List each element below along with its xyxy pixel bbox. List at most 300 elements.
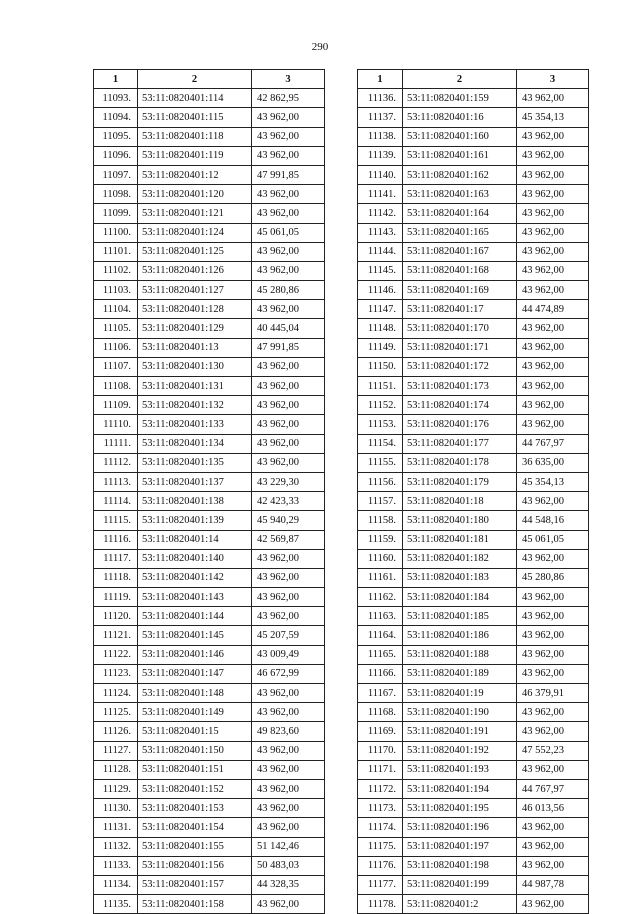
table-row (94, 549, 325, 568)
cadastral-value: 47 991,85 (252, 338, 325, 357)
cadastral-number: 53:11:0820401:194 (403, 779, 517, 798)
cadastral-value: 43 962,00 (517, 607, 589, 626)
cadastral-number: 53:11:0820401:137 (138, 472, 252, 491)
table-row (94, 396, 325, 415)
row-number: 11118. (94, 568, 138, 587)
cadastral-value: 43 962,00 (252, 357, 325, 376)
cadastral-number: 53:11:0820401:124 (138, 223, 252, 242)
table-row (358, 242, 589, 261)
cadastral-value: 43 962,00 (517, 357, 589, 376)
table-row (94, 684, 325, 703)
cadastral-number: 53:11:0820401:167 (403, 242, 517, 261)
cadastral-value: 43 962,00 (252, 818, 325, 837)
table-row (94, 281, 325, 300)
cadastral-number: 53:11:0820401:190 (403, 703, 517, 722)
row-number: 11146. (358, 281, 403, 300)
table-row (358, 511, 589, 530)
row-number: 11098. (94, 185, 138, 204)
table-row (358, 89, 589, 108)
cadastral-number: 53:11:0820401:135 (138, 453, 252, 472)
row-number: 11120. (94, 607, 138, 626)
table-row (94, 108, 325, 127)
row-number: 11115. (94, 511, 138, 530)
row-number: 11111. (94, 434, 138, 453)
row-number: 11159. (358, 530, 403, 549)
table-row (94, 856, 325, 875)
table-row (358, 127, 589, 146)
table-row (94, 165, 325, 184)
cadastral-value: 43 962,00 (252, 415, 325, 434)
cadastral-value: 47 991,85 (252, 165, 325, 184)
cadastral-value: 43 962,00 (517, 319, 589, 338)
cadastral-value: 43 962,00 (252, 261, 325, 280)
table-row (358, 204, 589, 223)
cadastral-number: 53:11:0820401:143 (138, 588, 252, 607)
table-row (358, 645, 589, 664)
cadastral-number: 53:11:0820401:128 (138, 300, 252, 319)
cadastral-value: 51 142,46 (252, 837, 325, 856)
cadastral-value: 46 672,99 (252, 664, 325, 683)
cadastral-value: 43 962,00 (517, 89, 589, 108)
table-row (358, 549, 589, 568)
cadastral-number: 53:11:0820401:115 (138, 108, 252, 127)
table-row (358, 377, 589, 396)
cadastral-value: 43 962,00 (517, 760, 589, 779)
cadastral-number: 53:11:0820401:158 (138, 895, 252, 914)
table-row (358, 453, 589, 472)
table-row (358, 722, 589, 741)
row-number: 11162. (358, 588, 403, 607)
row-number: 11093. (94, 89, 138, 108)
column-header-number: 1 (358, 70, 403, 89)
row-number: 11136. (358, 89, 403, 108)
row-number: 11110. (94, 415, 138, 434)
cadastral-value: 45 354,13 (517, 472, 589, 491)
cadastral-number: 53:11:0820401:139 (138, 511, 252, 530)
table-row (94, 837, 325, 856)
table-row (94, 319, 325, 338)
cadastral-value: 45 940,29 (252, 511, 325, 530)
cadastral-value: 45 354,13 (517, 108, 589, 127)
cadastral-value: 43 962,00 (517, 127, 589, 146)
cadastral-number: 53:11:0820401:160 (403, 127, 517, 146)
cadastral-number: 53:11:0820401:151 (138, 760, 252, 779)
cadastral-value: 44 328,35 (252, 875, 325, 894)
cadastral-value: 43 962,00 (517, 664, 589, 683)
table-header-row (358, 70, 589, 89)
table-row (358, 568, 589, 587)
page-number: 290 (311, 41, 329, 53)
table-row (94, 242, 325, 261)
cadastral-number: 53:11:0820401:154 (138, 818, 252, 837)
cadastral-value: 43 962,00 (517, 895, 589, 914)
cadastral-value: 43 962,00 (252, 300, 325, 319)
cadastral-value: 43 962,00 (517, 818, 589, 837)
row-number: 11154. (358, 434, 403, 453)
cadastral-number: 53:11:0820401:159 (403, 89, 517, 108)
cadastral-number: 53:11:0820401:148 (138, 684, 252, 703)
table-row (358, 684, 589, 703)
cadastral-number: 53:11:0820401:177 (403, 434, 517, 453)
cadastral-number: 53:11:0820401:144 (138, 607, 252, 626)
table-row (358, 799, 589, 818)
table-row (358, 875, 589, 894)
row-number: 11107. (94, 357, 138, 376)
row-number: 11106. (94, 338, 138, 357)
cadastral-value: 43 962,00 (252, 588, 325, 607)
row-number: 11176. (358, 856, 403, 875)
table-row (358, 434, 589, 453)
row-number: 11169. (358, 722, 403, 741)
cadastral-value: 43 962,00 (252, 568, 325, 587)
cadastral-number: 53:11:0820401:149 (138, 703, 252, 722)
row-number: 11153. (358, 415, 403, 434)
table-row (94, 607, 325, 626)
table-row (94, 223, 325, 242)
row-number: 11133. (94, 856, 138, 875)
cadastral-value: 43 962,00 (252, 453, 325, 472)
cadastral-value: 43 962,00 (517, 146, 589, 165)
table-row (358, 185, 589, 204)
row-number: 11102. (94, 261, 138, 280)
row-number: 11105. (94, 319, 138, 338)
row-number: 11117. (94, 549, 138, 568)
cadastral-value: 43 962,00 (517, 549, 589, 568)
table-row (94, 664, 325, 683)
table-row (358, 415, 589, 434)
cadastral-number: 53:11:0820401:146 (138, 645, 252, 664)
cadastral-value: 43 962,00 (252, 895, 325, 914)
cadastral-number: 53:11:0820401:138 (138, 492, 252, 511)
column-header-cadastral: 2 (403, 70, 517, 89)
row-number: 11139. (358, 146, 403, 165)
cadastral-value: 43 962,00 (517, 837, 589, 856)
table-row (94, 741, 325, 760)
cadastral-number: 53:11:0820401:192 (403, 741, 517, 760)
cadastral-value: 43 962,00 (252, 703, 325, 722)
cadastral-number: 53:11:0820401:172 (403, 357, 517, 376)
row-number: 11178. (358, 895, 403, 914)
row-number: 11128. (94, 760, 138, 779)
row-number: 11129. (94, 779, 138, 798)
table-row (358, 357, 589, 376)
table-row (94, 300, 325, 319)
row-number: 11170. (358, 741, 403, 760)
cadastral-value: 43 962,00 (517, 626, 589, 645)
column-header-number: 1 (94, 70, 138, 89)
row-number: 11160. (358, 549, 403, 568)
table-body-right (358, 89, 589, 914)
table-row (358, 588, 589, 607)
cadastral-number: 53:11:0820401:152 (138, 779, 252, 798)
cadastral-value: 43 962,00 (517, 492, 589, 511)
table-row (94, 492, 325, 511)
cadastral-number: 53:11:0820401:173 (403, 377, 517, 396)
cadastral-number: 53:11:0820401:133 (138, 415, 252, 434)
cadastral-number: 53:11:0820401:195 (403, 799, 517, 818)
row-number: 11149. (358, 338, 403, 357)
row-number: 11151. (358, 377, 403, 396)
table-row (358, 856, 589, 875)
cadastral-value: 43 962,00 (252, 741, 325, 760)
cadastral-value: 43 962,00 (252, 377, 325, 396)
cadastral-number: 53:11:0820401:17 (403, 300, 517, 319)
row-number: 11173. (358, 799, 403, 818)
cadastral-number: 53:11:0820401:147 (138, 664, 252, 683)
table-row (94, 357, 325, 376)
row-number: 11113. (94, 472, 138, 491)
column-header-cadastral: 2 (138, 70, 252, 89)
table-row (94, 511, 325, 530)
row-number: 11137. (358, 108, 403, 127)
cadastral-number: 53:11:0820401:153 (138, 799, 252, 818)
table-row (358, 818, 589, 837)
row-number: 11127. (94, 741, 138, 760)
row-number: 11122. (94, 645, 138, 664)
row-number: 11124. (94, 684, 138, 703)
row-number: 11140. (358, 165, 403, 184)
table-row (358, 703, 589, 722)
cadastral-value: 42 423,33 (252, 492, 325, 511)
cadastral-value: 43 962,00 (517, 261, 589, 280)
cadastral-number: 53:11:0820401:121 (138, 204, 252, 223)
table-row (94, 779, 325, 798)
table-row (94, 338, 325, 357)
cadastral-value: 43 962,00 (252, 108, 325, 127)
cadastral-number: 53:11:0820401:145 (138, 626, 252, 645)
row-number: 11143. (358, 223, 403, 242)
table-row (358, 760, 589, 779)
cadastral-number: 53:11:0820401:184 (403, 588, 517, 607)
row-number: 11100. (94, 223, 138, 242)
row-number: 11123. (94, 664, 138, 683)
row-number: 11112. (94, 453, 138, 472)
cadastral-number: 53:11:0820401:178 (403, 453, 517, 472)
cadastral-value: 43 962,00 (252, 684, 325, 703)
cadastral-value: 42 862,95 (252, 89, 325, 108)
cadastral-value: 50 483,03 (252, 856, 325, 875)
table-row (94, 185, 325, 204)
cadastral-number: 53:11:0820401:134 (138, 434, 252, 453)
table-row (358, 165, 589, 184)
cadastral-value: 43 962,00 (252, 779, 325, 798)
table-row (358, 281, 589, 300)
cadastral-number: 53:11:0820401:127 (138, 281, 252, 300)
row-number: 11175. (358, 837, 403, 856)
cadastral-number: 53:11:0820401:14 (138, 530, 252, 549)
cadastral-value: 40 445,04 (252, 319, 325, 338)
table-row (94, 127, 325, 146)
row-number: 11108. (94, 377, 138, 396)
cadastral-value: 43 962,00 (517, 645, 589, 664)
cadastral-value: 43 962,00 (252, 185, 325, 204)
cadastral-number: 53:11:0820401:181 (403, 530, 517, 549)
cadastral-value: 43 962,00 (517, 223, 589, 242)
table-header-row (94, 70, 325, 89)
table-row (94, 760, 325, 779)
column-header-value: 3 (517, 70, 589, 89)
cadastral-number: 53:11:0820401:170 (403, 319, 517, 338)
cadastral-number: 53:11:0820401:186 (403, 626, 517, 645)
cadastral-value: 43 962,00 (517, 703, 589, 722)
cadastral-value: 44 767,97 (517, 434, 589, 453)
cadastral-number: 53:11:0820401:15 (138, 722, 252, 741)
table-row (358, 626, 589, 645)
row-number: 11145. (358, 261, 403, 280)
cadastral-value: 44 987,78 (517, 875, 589, 894)
table-row (358, 338, 589, 357)
row-number: 11134. (94, 875, 138, 894)
row-number: 11167. (358, 684, 403, 703)
cadastral-value: 43 962,00 (252, 146, 325, 165)
cadastral-value: 43 962,00 (517, 856, 589, 875)
row-number: 11147. (358, 300, 403, 319)
table-row (94, 204, 325, 223)
cadastral-number: 53:11:0820401:2 (403, 895, 517, 914)
table-row (358, 472, 589, 491)
cadastral-number: 53:11:0820401:150 (138, 741, 252, 760)
table-body-left (94, 89, 325, 914)
row-number: 11168. (358, 703, 403, 722)
row-number: 11163. (358, 607, 403, 626)
cadastral-value: 43 962,00 (252, 396, 325, 415)
row-number: 11119. (94, 588, 138, 607)
table-row (94, 146, 325, 165)
cadastral-number: 53:11:0820401:185 (403, 607, 517, 626)
row-number: 11172. (358, 779, 403, 798)
cadastral-number: 53:11:0820401:126 (138, 261, 252, 280)
cadastral-number: 53:11:0820401:174 (403, 396, 517, 415)
cadastral-value: 46 379,91 (517, 684, 589, 703)
table-row (358, 779, 589, 798)
cadastral-value: 45 207,59 (252, 626, 325, 645)
cadastral-value: 43 962,00 (252, 607, 325, 626)
table-row (94, 261, 325, 280)
cadastral-number: 53:11:0820401:189 (403, 664, 517, 683)
cadastral-number: 53:11:0820401:12 (138, 165, 252, 184)
cadastral-value: 45 061,05 (517, 530, 589, 549)
row-number: 11144. (358, 242, 403, 261)
row-number: 11094. (94, 108, 138, 127)
cadastral-number: 53:11:0820401:165 (403, 223, 517, 242)
row-number: 11099. (94, 204, 138, 223)
table-row (358, 492, 589, 511)
row-number: 11156. (358, 472, 403, 491)
row-number: 11131. (94, 818, 138, 837)
cadastral-number: 53:11:0820401:16 (403, 108, 517, 127)
cadastral-number: 53:11:0820401:182 (403, 549, 517, 568)
row-number: 11095. (94, 127, 138, 146)
row-number: 11126. (94, 722, 138, 741)
cadastral-value: 36 635,00 (517, 453, 589, 472)
cadastral-number: 53:11:0820401:168 (403, 261, 517, 280)
row-number: 11132. (94, 837, 138, 856)
table-row (94, 588, 325, 607)
cadastral-value: 43 962,00 (252, 204, 325, 223)
cadastral-value: 43 962,00 (517, 396, 589, 415)
row-number: 11130. (94, 799, 138, 818)
cadastral-value: 43 962,00 (252, 242, 325, 261)
cadastral-number: 53:11:0820401:118 (138, 127, 252, 146)
cadastral-number: 53:11:0820401:155 (138, 837, 252, 856)
cadastral-number: 53:11:0820401:157 (138, 875, 252, 894)
cadastral-value: 43 962,00 (252, 760, 325, 779)
cadastral-number: 53:11:0820401:193 (403, 760, 517, 779)
cadastral-value: 42 569,87 (252, 530, 325, 549)
table-row (358, 895, 589, 914)
cadastral-value: 43 962,00 (517, 281, 589, 300)
cadastral-number: 53:11:0820401:176 (403, 415, 517, 434)
row-number: 11103. (94, 281, 138, 300)
row-number: 11157. (358, 492, 403, 511)
cadastral-number: 53:11:0820401:130 (138, 357, 252, 376)
row-number: 11109. (94, 396, 138, 415)
cadastral-number: 53:11:0820401:169 (403, 281, 517, 300)
table-row (94, 645, 325, 664)
table-row (94, 377, 325, 396)
cadastral-number: 53:11:0820401:188 (403, 645, 517, 664)
row-number: 11164. (358, 626, 403, 645)
cadastral-number: 53:11:0820401:120 (138, 185, 252, 204)
row-number: 11116. (94, 530, 138, 549)
table-row (94, 472, 325, 491)
cadastral-value: 43 962,00 (517, 588, 589, 607)
cadastral-number: 53:11:0820401:140 (138, 549, 252, 568)
register-table-left (93, 69, 325, 914)
cadastral-number: 53:11:0820401:131 (138, 377, 252, 396)
row-number: 11152. (358, 396, 403, 415)
cadastral-number: 53:11:0820401:19 (403, 684, 517, 703)
cadastral-number: 53:11:0820401:132 (138, 396, 252, 415)
cadastral-value: 45 061,05 (252, 223, 325, 242)
cadastral-value: 43 962,00 (517, 338, 589, 357)
cadastral-value: 43 962,00 (517, 204, 589, 223)
cadastral-value: 43 962,00 (252, 127, 325, 146)
row-number: 11135. (94, 895, 138, 914)
table-row (94, 626, 325, 645)
cadastral-number: 53:11:0820401:183 (403, 568, 517, 587)
table-row (358, 664, 589, 683)
cadastral-number: 53:11:0820401:196 (403, 818, 517, 837)
row-number: 11150. (358, 357, 403, 376)
row-number: 11155. (358, 453, 403, 472)
cadastral-number: 53:11:0820401:114 (138, 89, 252, 108)
table-row (358, 319, 589, 338)
cadastral-number: 53:11:0820401:125 (138, 242, 252, 261)
table-row (94, 875, 325, 894)
row-number: 11166. (358, 664, 403, 683)
table-row (358, 741, 589, 760)
table-row (94, 434, 325, 453)
row-number: 11161. (358, 568, 403, 587)
table-row (94, 799, 325, 818)
cadastral-number: 53:11:0820401:161 (403, 146, 517, 165)
cadastral-value: 47 552,23 (517, 741, 589, 760)
table-row (358, 530, 589, 549)
cadastral-number: 53:11:0820401:198 (403, 856, 517, 875)
table-row (358, 300, 589, 319)
row-number: 11121. (94, 626, 138, 645)
cadastral-value: 49 823,60 (252, 722, 325, 741)
row-number: 11097. (94, 165, 138, 184)
row-number: 11114. (94, 492, 138, 511)
cadastral-value: 43 962,00 (252, 549, 325, 568)
cadastral-number: 53:11:0820401:142 (138, 568, 252, 587)
cadastral-number: 53:11:0820401:199 (403, 875, 517, 894)
row-number: 11177. (358, 875, 403, 894)
cadastral-number: 53:11:0820401:129 (138, 319, 252, 338)
cadastral-value: 44 474,89 (517, 300, 589, 319)
